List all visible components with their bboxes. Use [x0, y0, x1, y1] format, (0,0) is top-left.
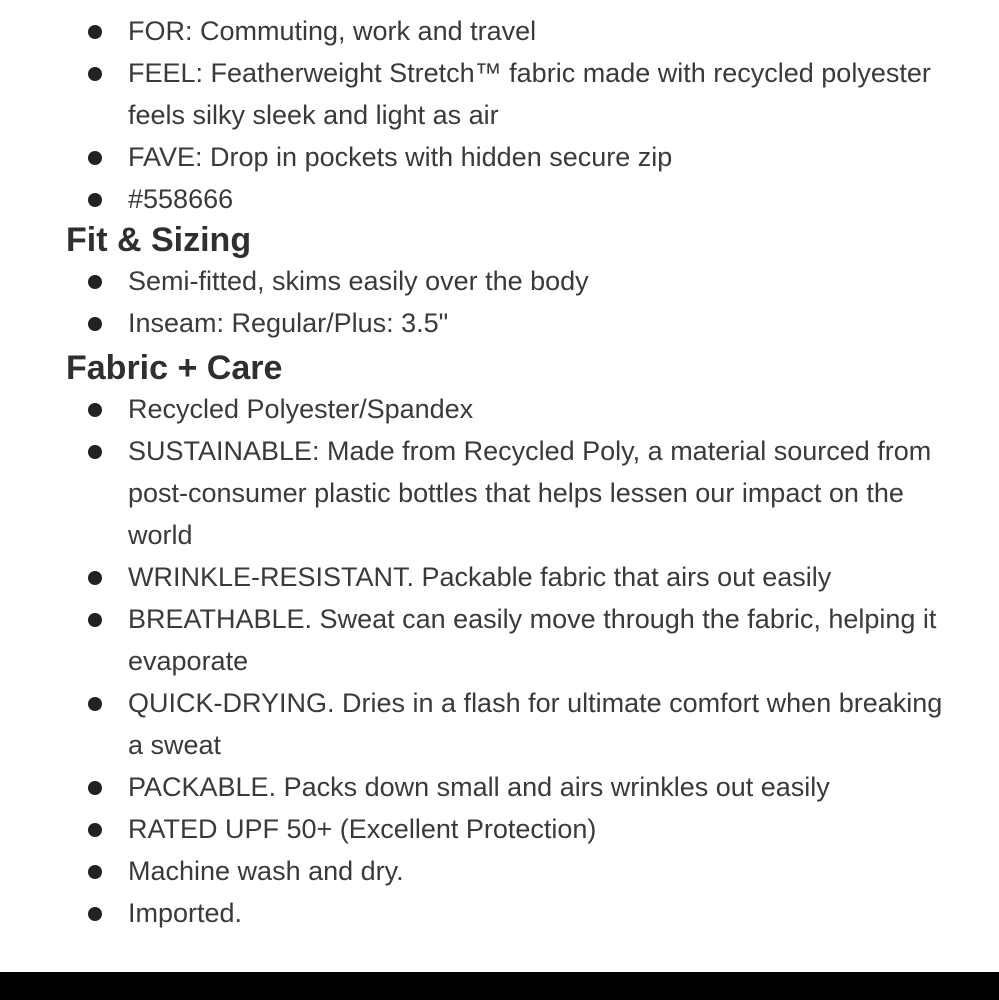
list-item-text: SUSTAINABLE: Made from Recycled Poly, a material sourced from post-consumer plastic bottles that helps lessen our impact on the world [128, 436, 932, 550]
list-item [0, 430, 999, 556]
list-item-text: FOR: Commuting, work and travel [128, 16, 537, 46]
list-item [0, 598, 999, 682]
list-item-text: Inseam: Regular/Plus: 3.5" [128, 308, 449, 338]
list-item [0, 302, 999, 344]
section-heading-fabric-care: Fabric + Care [66, 349, 283, 387]
list-item-text: Machine wash and dry. [128, 856, 404, 886]
list-item [0, 850, 999, 892]
list-item-text: RATED UPF 50+ (Excellent Protection) [128, 814, 597, 844]
list-item [0, 136, 999, 178]
bullet-icon [88, 275, 102, 289]
list-item [0, 178, 999, 220]
list-item [0, 52, 999, 136]
section-heading-fit-sizing: Fit & Sizing [66, 221, 252, 259]
list-item-text: BREATHABLE. Sweat can easily move through the fabric, helping it evaporate [128, 604, 937, 676]
bullet-icon [88, 823, 102, 837]
list-item [0, 556, 999, 598]
bullet-icon [88, 403, 102, 417]
list-item-text: Imported. [128, 898, 243, 928]
list-item [0, 766, 999, 808]
list-item-text: WRINKLE-RESISTANT. Packable fabric that airs out easily [128, 562, 832, 592]
list-item-text: FAVE: Drop in pockets with hidden secure zip [128, 142, 673, 172]
bottom-bar [0, 972, 999, 1000]
bullet-icon [88, 67, 102, 81]
list-item-text: FEEL: Featherweight Stretch™ fabric made with recycled polyester feels silky sleek and light as air [128, 58, 931, 130]
bullet-icon [88, 613, 102, 627]
list-item-text: QUICK-DRYING. Dries in a flash for ultimate comfort when breaking a sweat [128, 688, 943, 760]
list-item [0, 682, 999, 766]
fabric-care-list [0, 388, 999, 934]
bullet-icon [88, 571, 102, 585]
list-item [0, 892, 999, 934]
list-item-text: #558666 [128, 184, 234, 214]
list-item [0, 260, 999, 302]
bullet-icon [88, 907, 102, 921]
list-item-text: Semi-fitted, skims easily over the body [128, 266, 589, 296]
bullet-icon [88, 25, 102, 39]
bullet-icon [88, 865, 102, 879]
bullet-icon [88, 781, 102, 795]
list-item [0, 10, 999, 52]
bullet-icon [88, 193, 102, 207]
bullet-icon [88, 445, 102, 459]
fit-sizing-list [0, 260, 999, 344]
bullet-icon [88, 151, 102, 165]
list-item [0, 808, 999, 850]
list-item-text: Recycled Polyester/Spandex [128, 394, 474, 424]
bullet-icon [88, 317, 102, 331]
bullet-icon [88, 697, 102, 711]
features-list [0, 10, 999, 220]
list-item-text: PACKABLE. Packs down small and airs wrinkles out easily [128, 772, 830, 802]
list-item [0, 388, 999, 430]
